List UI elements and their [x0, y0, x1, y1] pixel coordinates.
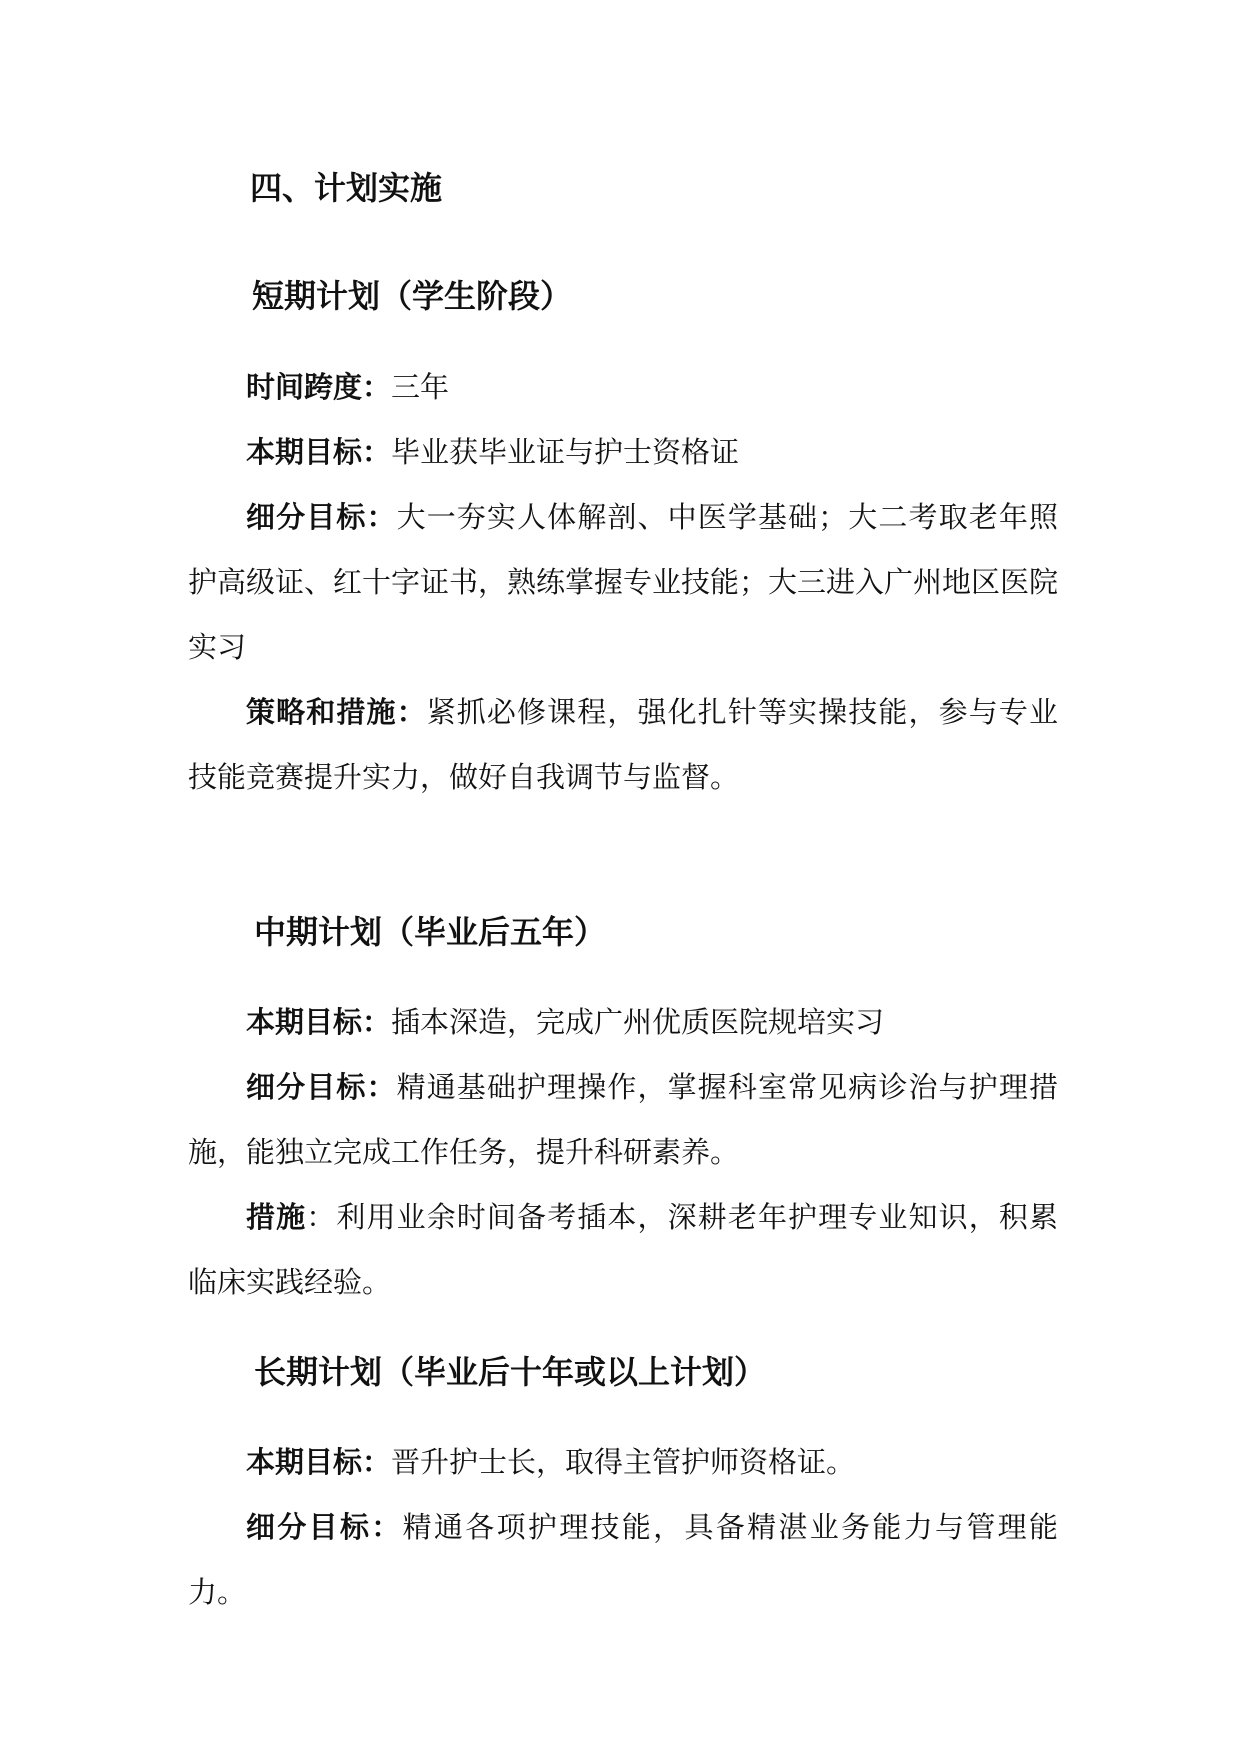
goal-label: 本期目标：: [246, 435, 392, 469]
long-term-title: 长期计划（毕业后十年或以上计划）: [254, 1353, 767, 1391]
mid-term-title: 中期计划（毕业后五年）: [254, 913, 607, 951]
time-span-label: 时间跨度：: [246, 370, 392, 404]
short-term-title: 短期计划（学生阶段）: [252, 277, 573, 315]
measures-label: 措施: [246, 1200, 307, 1234]
goal-text: 插本深造，完成广州优质医院规培实习: [391, 1005, 885, 1039]
goal-label: 本期目标：: [246, 1445, 392, 1479]
sub-goals-label: 细分目标：: [246, 1510, 403, 1544]
short-term-strategy: [188, 680, 1058, 810]
sub-goals-text: 大一夯实人体解剖、中医学基础；大二考取老年照护高级证、红十字证书，熟练掌握专业技能；大三进入广州地区医院实习: [188, 500, 1059, 664]
sub-goals-text: 精通各项护理技能，具备精湛业务能力与管理能力。: [188, 1510, 1058, 1609]
strategy-text: 紧抓必修课程，强化扎针等实操技能，参与专业技能竞赛提升实力，做好自我调节与监督。: [188, 695, 1058, 794]
short-term-goal: [188, 420, 1058, 485]
measures-text: ：利用业余时间备考插本，深耕老年护理专业知识，积累临床实践经验。: [188, 1200, 1058, 1299]
goal-text: 晋升护士长，取得主管护师资格证。: [391, 1445, 856, 1479]
goal-text: 毕业获毕业证与护士资格证: [391, 435, 740, 469]
time-span-text: 三年: [391, 370, 450, 404]
mid-term-goal: [188, 990, 1058, 1055]
long-term-sub-goals: [188, 1495, 1058, 1625]
sub-goals-label: 细分目标：: [246, 1070, 397, 1104]
short-term-time-span: [188, 355, 1058, 420]
goal-label: 本期目标：: [246, 1005, 392, 1039]
long-term-goal: [188, 1430, 1058, 1495]
sub-goals-label: 细分目标：: [246, 500, 397, 534]
sub-goals-text: 精通基础护理操作，掌握科室常见病诊治与护理措施，能独立完成工作任务，提升科研素养。: [188, 1070, 1058, 1169]
mid-term-measures: [188, 1185, 1058, 1315]
mid-term-sub-goals: [188, 1055, 1058, 1185]
strategy-label: 策略和措施：: [246, 695, 427, 729]
section-heading: 四、计划实施: [250, 169, 443, 207]
short-term-sub-goals: [188, 485, 1058, 680]
